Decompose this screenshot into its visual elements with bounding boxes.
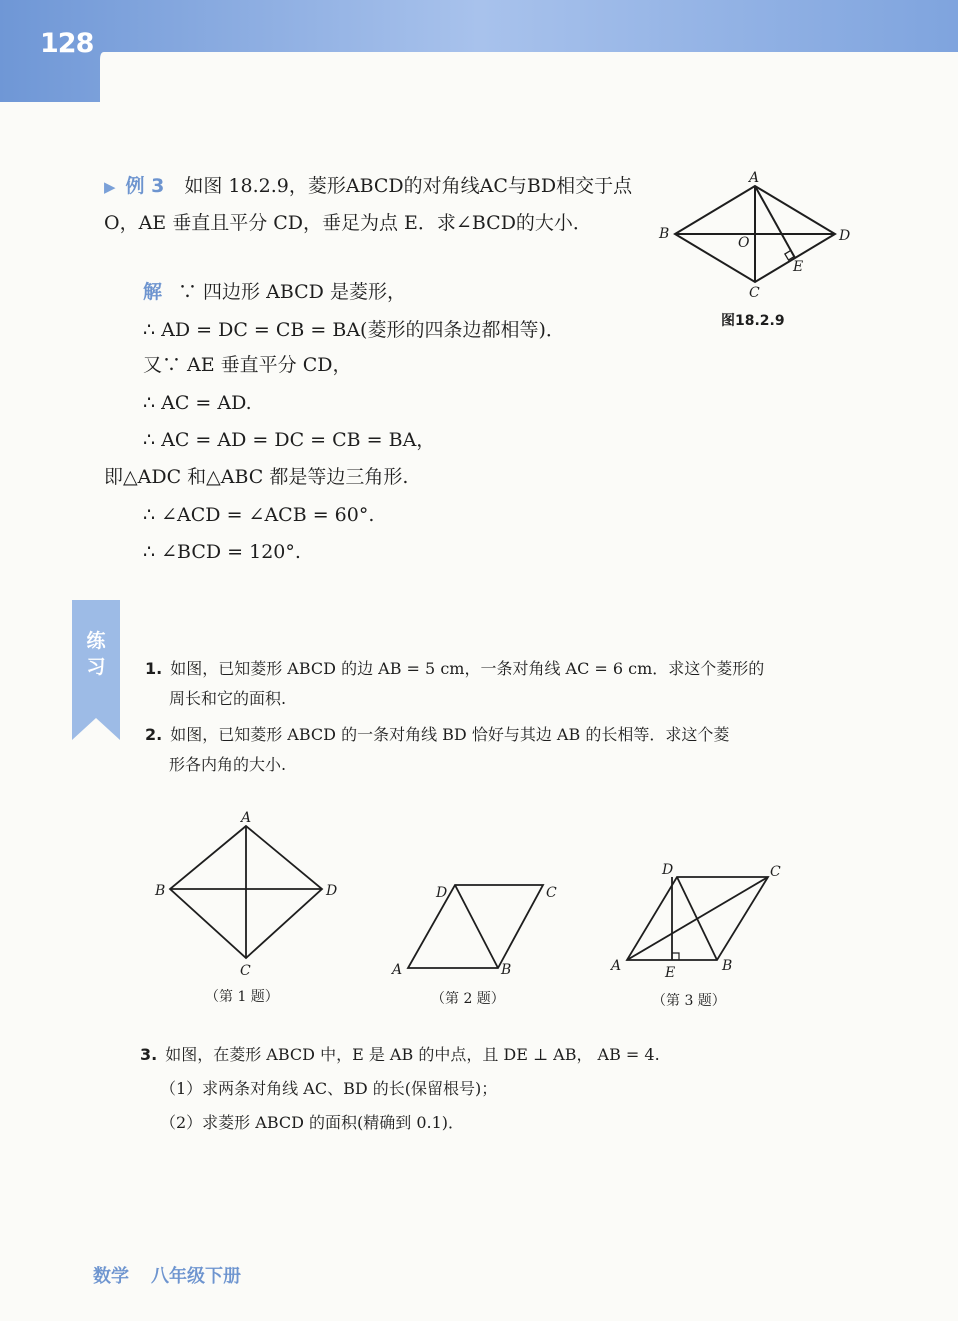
fig-label-C: C — [749, 285, 760, 301]
footer-grade: 八年级下册 — [151, 1266, 241, 1287]
page-number: 128 — [40, 28, 94, 59]
figure-18-2-9 — [655, 166, 855, 301]
fig3-label-A: A — [611, 958, 622, 974]
triangle-marker-icon: ▶ — [104, 178, 116, 196]
fig3-label-E: E — [665, 965, 676, 981]
fig-label-A: A — [749, 170, 760, 186]
fig3-label-C: C — [770, 864, 781, 880]
fig1-label-A: A — [241, 810, 252, 826]
solution-line-7: ∴ ∠ACD = ∠ACB = 60°. — [143, 504, 375, 526]
fig2-label-D: D — [436, 885, 448, 901]
solution-line-3: 又∵ AE 垂直平分 CD， — [143, 354, 352, 376]
solution-line-2: ∴ AD = DC = CB = BA(菱形的四条边都相等)． — [143, 319, 565, 341]
exercise-3: 3. 如图，在菱形 ABCD 中，E 是 AB 的中点，且 DE ⊥ AB， AB = 4. （1）求两条对角线 AC、BD 的长(保留根号)； （2）求菱形 ABCD 的面积(精确到 0.1)． — [140, 1045, 660, 1132]
footer-subject: 数学 — [93, 1266, 129, 1287]
fig2-caption: （第 2 题） — [431, 991, 505, 1007]
header-banner — [0, 0, 958, 102]
fig1-label-D: D — [326, 883, 338, 899]
practice-label: 练习 — [86, 630, 106, 678]
example-label: 例 3 — [125, 175, 165, 197]
fig3-label-D: D — [662, 862, 674, 878]
fig2-label-C: C — [546, 885, 557, 901]
solution-line-1: 解 ∵ 四边形 ABCD 是菱形， — [143, 281, 406, 303]
fig-label-O: O — [738, 235, 750, 251]
fig1-label-C: C — [240, 963, 251, 979]
fig-label-D: D — [839, 228, 851, 244]
solution-line-4: ∴ AC = AD. — [143, 392, 252, 414]
solution-line-8: ∴ ∠BCD = 120°. — [143, 541, 301, 563]
exercise-2: 2. 如图，已知菱形 ABCD 的一条对角线 BD 恰好与其边 AB 的长相等．求这个菱 形各内角的大小. — [145, 725, 730, 774]
fig3-caption: （第 3 题） — [652, 993, 726, 1009]
page-footer — [93, 1262, 263, 1288]
fig1-caption: （第 1 题） — [205, 989, 279, 1005]
fig1-label-B: B — [155, 883, 166, 899]
figure-caption: 图18.2.9 — [721, 313, 785, 329]
exercise-figures — [150, 805, 790, 985]
solution-line-6: 即△ADC 和△ABC 都是等边三角形. — [104, 466, 409, 488]
exercise-1: 1. 如图，已知菱形 ABCD 的边 AB = 5 cm，一条对角线 AC = 6 cm．求这个菱形的 周长和它的面积. — [145, 659, 765, 708]
fig3-label-B: B — [722, 958, 733, 974]
fig-label-B: B — [659, 226, 670, 242]
solution-label: 解 — [143, 281, 163, 303]
example-text: 如图 18.2.9，菱形ABCD的对角线AC与BD相交于点 O，AE 垂直且平分 CD，垂足为点 E．求∠BCD的大小． — [104, 175, 633, 234]
solution-line-5: ∴ AC = AD = DC = CB = BA， — [143, 429, 436, 451]
fig2-label-A: A — [392, 962, 403, 978]
fig2-label-B: B — [501, 962, 512, 978]
fig-label-E: E — [793, 259, 804, 275]
example-statement — [104, 168, 649, 241]
